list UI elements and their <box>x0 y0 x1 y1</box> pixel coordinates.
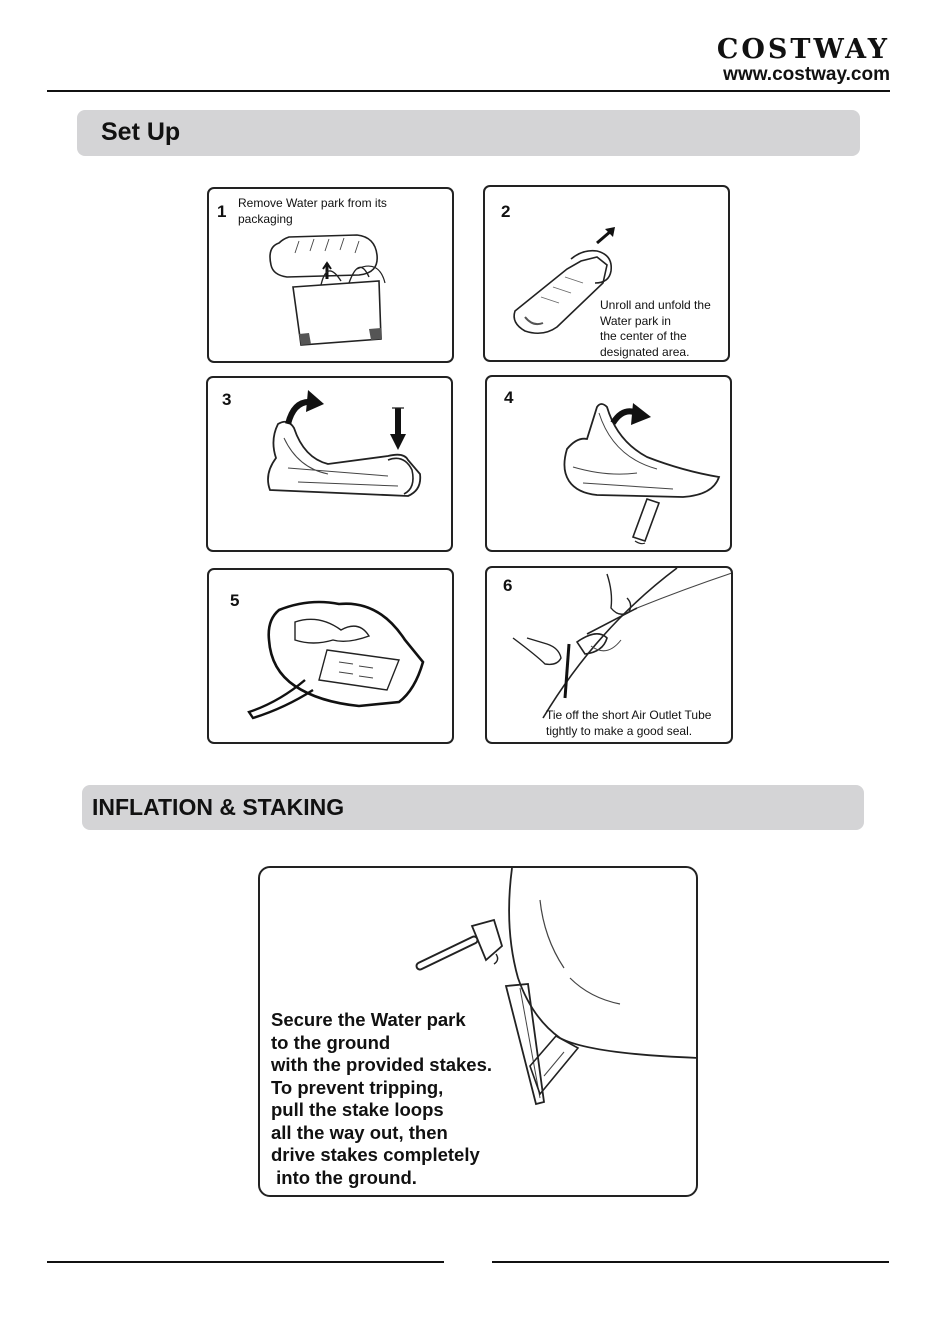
section-bar-setup <box>77 110 860 156</box>
staking-line: drive stakes completely <box>271 1144 480 1165</box>
step-number-2: 2 <box>501 202 511 221</box>
step-caption-2-line: Water park in <box>600 313 671 328</box>
step-caption-6-line: tightly to make a good seal. <box>546 723 693 738</box>
step-caption-2-line: the center of the <box>600 329 687 343</box>
step-caption-6-line: Tie off the short Air Outlet Tube <box>546 708 712 722</box>
section-title-inflation: INFLATION & STAKING <box>92 794 345 820</box>
step-3-illustration <box>208 378 453 552</box>
step-panel-3 <box>206 376 453 552</box>
step-panel-6 <box>485 566 733 744</box>
step-4-illustration <box>487 377 732 552</box>
brand-url: www.costway.com <box>723 64 890 85</box>
staking-line: with the provided stakes. <box>271 1054 493 1075</box>
section-bar-inflation <box>82 785 864 830</box>
staking-line: all the way out, then <box>271 1121 448 1143</box>
step-panel-5 <box>207 568 454 744</box>
footer-rule-right <box>492 1261 889 1263</box>
step-caption-1 <box>238 196 387 227</box>
step-caption-1-line: packaging <box>238 211 293 226</box>
step-caption-2-line: Unroll and unfold the <box>600 298 711 312</box>
staking-line: into the ground. <box>271 1166 417 1188</box>
section-title-setup: Set Up <box>101 118 181 146</box>
step-caption-2-line: designated area. <box>600 344 690 359</box>
step-panel-4 <box>485 375 732 552</box>
brand-name: COSTWAY <box>716 34 890 65</box>
staking-instructions <box>271 1009 492 1189</box>
step-number-3: 3 <box>222 390 232 409</box>
header-rule <box>47 90 890 92</box>
step-panel-2 <box>483 185 730 362</box>
step-number-6: 6 <box>503 576 513 595</box>
staking-line: To prevent tripping, <box>271 1076 444 1098</box>
staking-panel <box>258 866 698 1197</box>
footer-rule-left <box>47 1261 444 1263</box>
step-caption-1-line: Remove Water park from its <box>238 196 387 210</box>
step-number-5: 5 <box>230 591 240 610</box>
staking-line: to the ground <box>271 1031 391 1053</box>
step-5-illustration <box>209 570 454 744</box>
step-caption-2 <box>600 298 711 360</box>
step-caption-6 <box>546 708 711 739</box>
step-number-1: 1 <box>217 202 227 221</box>
staking-line: pull the stake loops <box>271 1099 444 1120</box>
brand-logo <box>717 36 890 86</box>
step-panel-1 <box>207 187 454 363</box>
step-number-4: 4 <box>504 388 514 407</box>
staking-line: Secure the Water park <box>271 1009 466 1030</box>
